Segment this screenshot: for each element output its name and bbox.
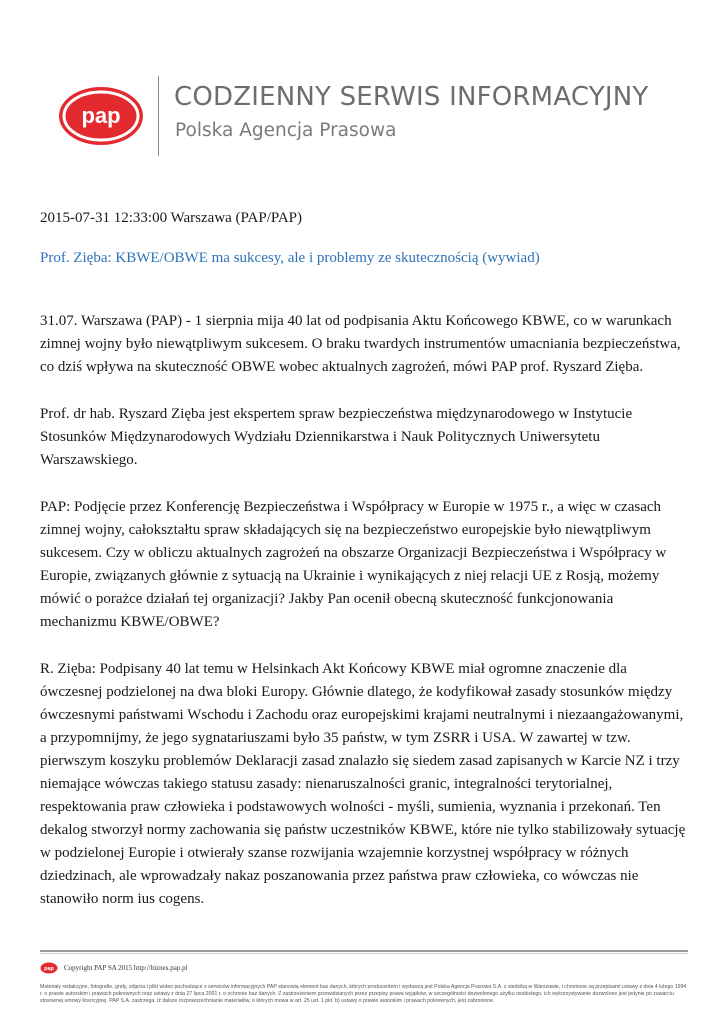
header-divider [158,76,159,156]
dateline: 2015-07-31 12:33:00 Warszawa (PAP/PAP) [40,210,302,226]
article-paragraph-question: PAP: Podjęcie przez Konferencję Bezpieczeństwa i Współpracy w Europie w 1975 r., a więc w czasach zimnej wojny, całokształtu spraw składających się na bezpieczeństwo europejskie było niewątpliwym sukcesem. Czy w obliczu aktualnych zagrożeń na obszarze Organizacji Bezpieczeństwa i Współpracy w Europie, związanych głównie z sytuacją na Ukrainie i wynikających z niej relacji UE z Rosją, możemy mówić o porażce działań tej organizacji? Jakby Pan ocenił obecną skuteczność funkcjonowania mechanizmu KBWE/OBWE? [40,499,667,630]
page-footer [40,960,688,1005]
brand-subtitle: Polska Agencja Prasowa [175,120,397,141]
brand-title: CODZIENNY SERWIS INFORMACYJNY [174,82,649,112]
article-content [40,208,688,935]
footer-disclaimer: Materiały redakcyjne, fotografie, grafy, zdjęcia i pliki wideo pochodzące z serwisów informacyjnych PAP stanowią element baz danych, których producentem i wydawcą jest Polska Agencja Prasowa S.A. z siedzibą w Warszawie, i chronione są przepisami ustawy z dnia 4 lutego 1994 r. o prawie autorskim i prawach pokrewnych oraz ustawy z dnia 27 lipca 2001 r. o ochronie baz danych. Z zastrzeżeniem przewidzianych przez przepisy prawa wyjątków, w szczególności dozwolonego użytku osobistego, ich wykorzystywanie dozwolone jest jedynie po zawarciu stosownej umowy licencyjnej. PAP S.A. zastrzega, iż dalsze rozpowszechnianie materiałów, o których mowa w art. 25 ust. 1 pkt. b) ustawy o prawie autorskim i prawach pokrewnych, jest zabronione. [40,984,687,1004]
pap-logo-text: pap [81,103,121,128]
pap-logo [58,86,144,146]
article-paragraph-answer: R. Zięba: Podpisany 40 lat temu w Helsinkach Akt Końcowy KBWE miał ogromne znaczenie dla ówczesnej podzielonej na dwa bloki Europy. Głównie dlatego, że kodyfikował zasady stosunków między ówczesnymi państwami Wschodu i Zachodu oraz europejskimi krajami neutralnymi i niezaangażowanymi, a przypomnijmy, że jego sygnatariuszami było 35 państw, w tym ZSRR i USA. W zawartej w tzw. pierwszym koszyku problemów Deklaracji zasad znalazło się siedem zasad zapisanych w Karcie NZ i trzy niemające wówczas takiego statusu zasady: nienaruszalności granic, integralności terytorialnej, respektowania praw człowieka i podstawowych wolności - myśli, sumienia, wyznania i przekonań. Ten dekalog stworzył normy zachowania się państw uczestników KBWE, które nie tylko stabilizowały sytuację w podzielonej Europie i otwierały szanse rozwijania wzajemnie korzystnej współpracy w różnych dziedzinach, ale wprowadzały nakaz poszanowania przez państwa praw człowieka, co wówczas nie stanowiło norm ius cogens. [40,661,686,907]
footer-copyright-row [40,960,688,976]
footer-divider [40,950,688,952]
article-body [40,310,688,911]
pap-footer-logo-text: pap [44,966,54,973]
page-header [58,74,678,164]
article-headline: Prof. Zięba: KBWE/OBWE ma sukcesy, ale i problemy ze skutecznością (wywiad) [40,250,540,266]
footer-copyright: Copyright PAP SA 2015 http://biznes.pap.pl [64,964,188,972]
article-paragraph-lead: 31.07. Warszawa (PAP) - 1 sierpnia mija 40 lat od podpisania Aktu Końcowego KBWE, co w warunkach zimnej wojny było niewątpliwym sukcesem. O braku twardych instrumentów umacniania bezpieczeństwa, co dziś wpływa na skuteczność OBWE wobec aktualnych zagrożeń, mówi PAP prof. Ryszard Zięba. [40,313,681,375]
pap-footer-logo [40,962,58,974]
footer-divider-thin [40,953,688,954]
article-paragraph-bio: Prof. dr hab. Ryszard Zięba jest ekspertem spraw bezpieczeństwa międzynarodowego w Instytucie Stosunków Międzynarodowych Wydziału Dziennikarstwa i Nauk Politycznych Uniwersytetu Warszawskiego. [40,406,633,468]
